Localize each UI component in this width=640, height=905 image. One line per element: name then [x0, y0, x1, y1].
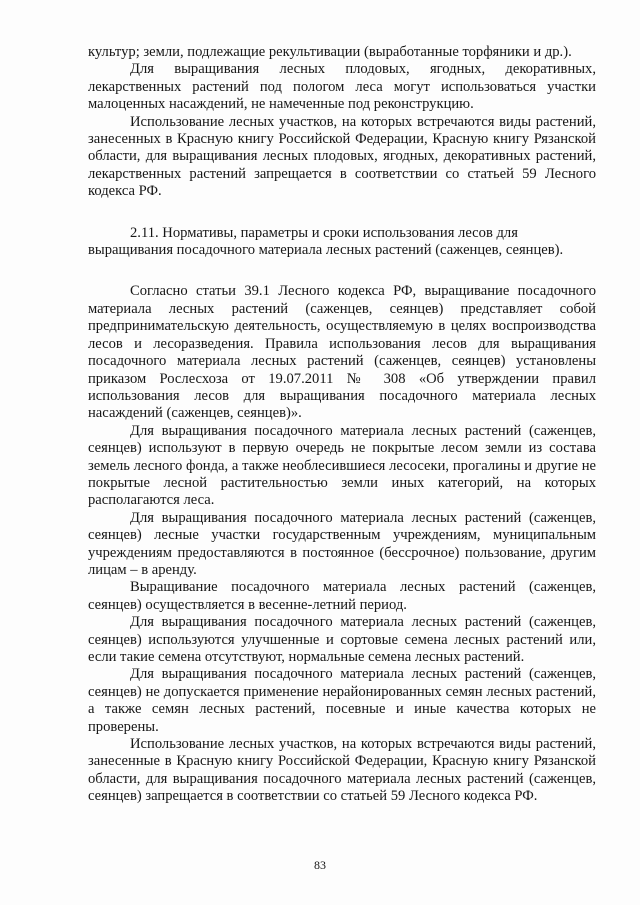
paragraph-article-39-1: Согласно статьи 39.1 Лесного кодекса РФ, выращивание посадочного материала лесных растений (саженцев, сеянцев) представляет собой предпринимательскую деятельность, осуществляемую в целях воспроизводства лесов и лесоразведения. Правила использования лесов для выращивания посадочного материала лесных растений (саженцев, сеянцев) установлены приказом Рослесхоза от 19.07.2011 № 308 «Об утверждении правил использования лесов для выращивания посадочного материала лесных насаждений (саженцев, сеянцев)». [88, 283, 596, 422]
paragraph-land-priority: Для выращивания посадочного материала лесных растений (саженцев, сеянцев) используют в первую очередь не покрытые лесом земли из состава земель лесного фонда, а также необлесившиеся лесосеки, прогалины и другие не покрытые лесной растительностью земли иных категорий, на которых располагаются леса. [88, 422, 596, 509]
paragraph-land-provision: Для выращивания посадочного материала лесных растений (саженцев, сеянцев) лесные участки государственным учреждениям, муниципальным учреждениям предоставляются в постоянное (бессрочное) пользование, другим лицам – в аренду. [88, 509, 596, 578]
page-number: 83 [314, 858, 326, 872]
paragraph-continuation: культур; земли, подлежащие рекультивации (выработанные торфяники и др.). [88, 44, 572, 60]
paragraph-red-book-restriction: Использование лесных участков, на которых встречаются виды растений, занесенных в Красную книгу Российской Федерации, Красную книгу Рязанской области, для выращивания лесных плодовых, ягодных, декоративных растений, лекарственных растений запрещается в соответствии со статьей 59 Лесного кодекса РФ. [88, 113, 596, 200]
paragraph-seeds-prohibited: Для выращивания посадочного материала лесных растений (саженцев, сеянцев) не допускается применение нерайонированных семян лесных растений, а также семян лесных растений, посевные и иные качества которых не проверены. [88, 666, 596, 735]
page-body [88, 44, 596, 806]
section-heading: 2.11. Нормативы, параметры и сроки использования лесов для выращивания посадочного материала лесных растений (саженцев, сеянцев). [88, 224, 564, 259]
paragraph-season: Выращивание посадочного материала лесных растений (саженцев, сеянцев) осуществляется в весенне-летний период. [88, 579, 596, 613]
paragraph-seeds-used: Для выращивания посадочного материала лесных растений (саженцев, сеянцев) используются улучшенные и сортовые семена лесных растений или, если такие семена отсутствуют, нормальные семена лесных растений. [88, 614, 596, 665]
paragraph-red-book-seedlings: Использование лесных участков, на которых встречаются виды растений, занесенные в Красную книгу Российской Федерации, Красную книгу Рязанской области, для выращивания посадочного материала лесных растений (саженцев, сеянцев) запрещается в соответствии со статьей 59 Лесного кодекса РФ. [88, 736, 596, 805]
paragraph-understory-plants: Для выращивания лесных плодовых, ягодных, декоративных, лекарственных растений под пологом леса могут использоваться участки малоценных насаждений, не намеченные под реконструкцию. [88, 61, 596, 113]
